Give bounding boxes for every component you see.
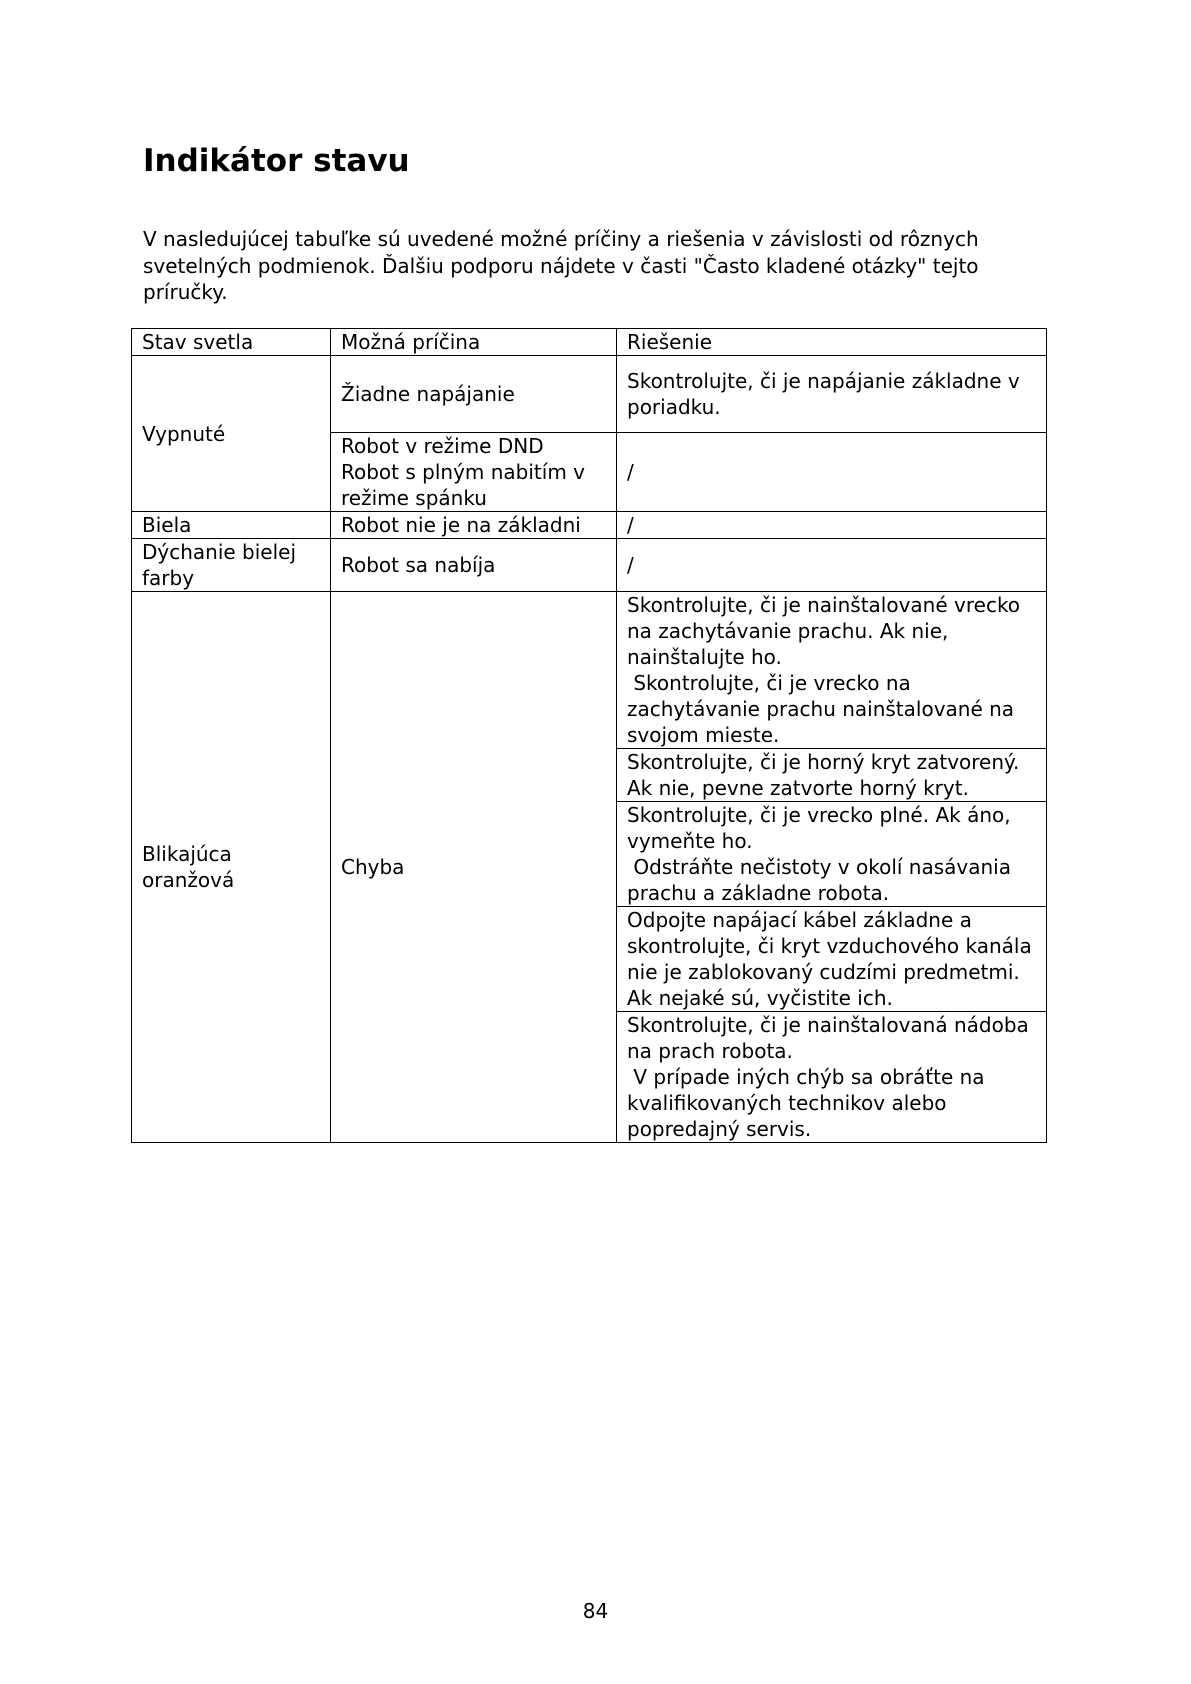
solution-cell: [617, 802, 1047, 907]
header-possible-cause: Možná príčina: [331, 329, 617, 356]
solution-line: Odpojte napájací kábel základne a skontrolujte, či kryt vzduchového kanála nie je zablokovaný cudzími predmetmi. Ak nejaké sú, vyčistite ich.: [627, 908, 1039, 1010]
state-dychanie: Dýchanie bielej farby: [132, 539, 331, 592]
solution-cell: /: [617, 433, 1047, 512]
solution-cell: /: [617, 512, 1047, 539]
solution-cell: /: [617, 539, 1047, 592]
solution-cell: Skontrolujte, či je napájanie základne v poriadku.: [617, 356, 1047, 433]
solution-line: Skontrolujte, či je vrecko na zachytávanie prachu nainštalované na svojom mieste.: [627, 671, 1021, 747]
state-vypnute: Vypnuté: [132, 356, 331, 512]
solution-line: Skontrolujte, či je vrecko plné. Ak áno, vymeňte ho.: [627, 803, 1017, 853]
table-row: [132, 539, 1047, 592]
solution-cell: [617, 749, 1047, 802]
cause-cell: Žiadne napájanie: [331, 356, 617, 433]
state-blikajuca: Blikajúca oranžová: [132, 592, 331, 1143]
header-light-state: Stav svetla: [132, 329, 331, 356]
table-row: [132, 592, 1047, 749]
solution-line: Skontrolujte, či je horný kryt zatvorený. Ak nie, pevne zatvorte horný kryt.: [627, 750, 1026, 800]
table-header-row: [132, 329, 1047, 356]
solution-line: Skontrolujte, či je nainštalované vrecko na zachytávanie prachu. Ak nie, nainštalujte ho.: [627, 593, 1027, 669]
solution-line: V prípade iných chýb sa obráťte na kvalifikovaných technikov alebo popredajný servis.: [627, 1065, 991, 1141]
page-title: Indikátor stavu: [143, 143, 410, 179]
cause-cell: Robot sa nabíja: [331, 539, 617, 592]
state-biela: Biela: [132, 512, 331, 539]
solution-cell: [617, 1012, 1047, 1143]
solution-line: Skontrolujte, či je nainštalovaná nádoba na prach robota.: [627, 1013, 1036, 1063]
table-row: [132, 512, 1047, 539]
cause-line: Robot v režime DND: [341, 434, 544, 458]
cause-cell: [331, 433, 617, 512]
page-number: 84: [582, 1599, 609, 1623]
table-row: [132, 356, 1047, 433]
solution-cell: [617, 592, 1047, 749]
cause-line: Robot s plným nabitím v režime spánku: [341, 460, 592, 510]
cause-cell: Robot nie je na základni: [331, 512, 617, 539]
header-solution: Riešenie: [617, 329, 1047, 356]
solution-line: Odstráňte nečistoty v okolí nasávania prachu a základne robota.: [627, 855, 1018, 905]
intro-paragraph: V nasledujúcej tabuľke sú uvedené možné príčiny a riešenia v závislosti od rôznych svetelných podmienok. Ďalšiu podporu nájdete v časti "Často kladené otázky" tejto príručky.: [143, 227, 979, 304]
solution-cell: [617, 907, 1047, 1012]
status-indicator-table: [131, 328, 1047, 1143]
cause-cell: Chyba: [331, 592, 617, 1143]
